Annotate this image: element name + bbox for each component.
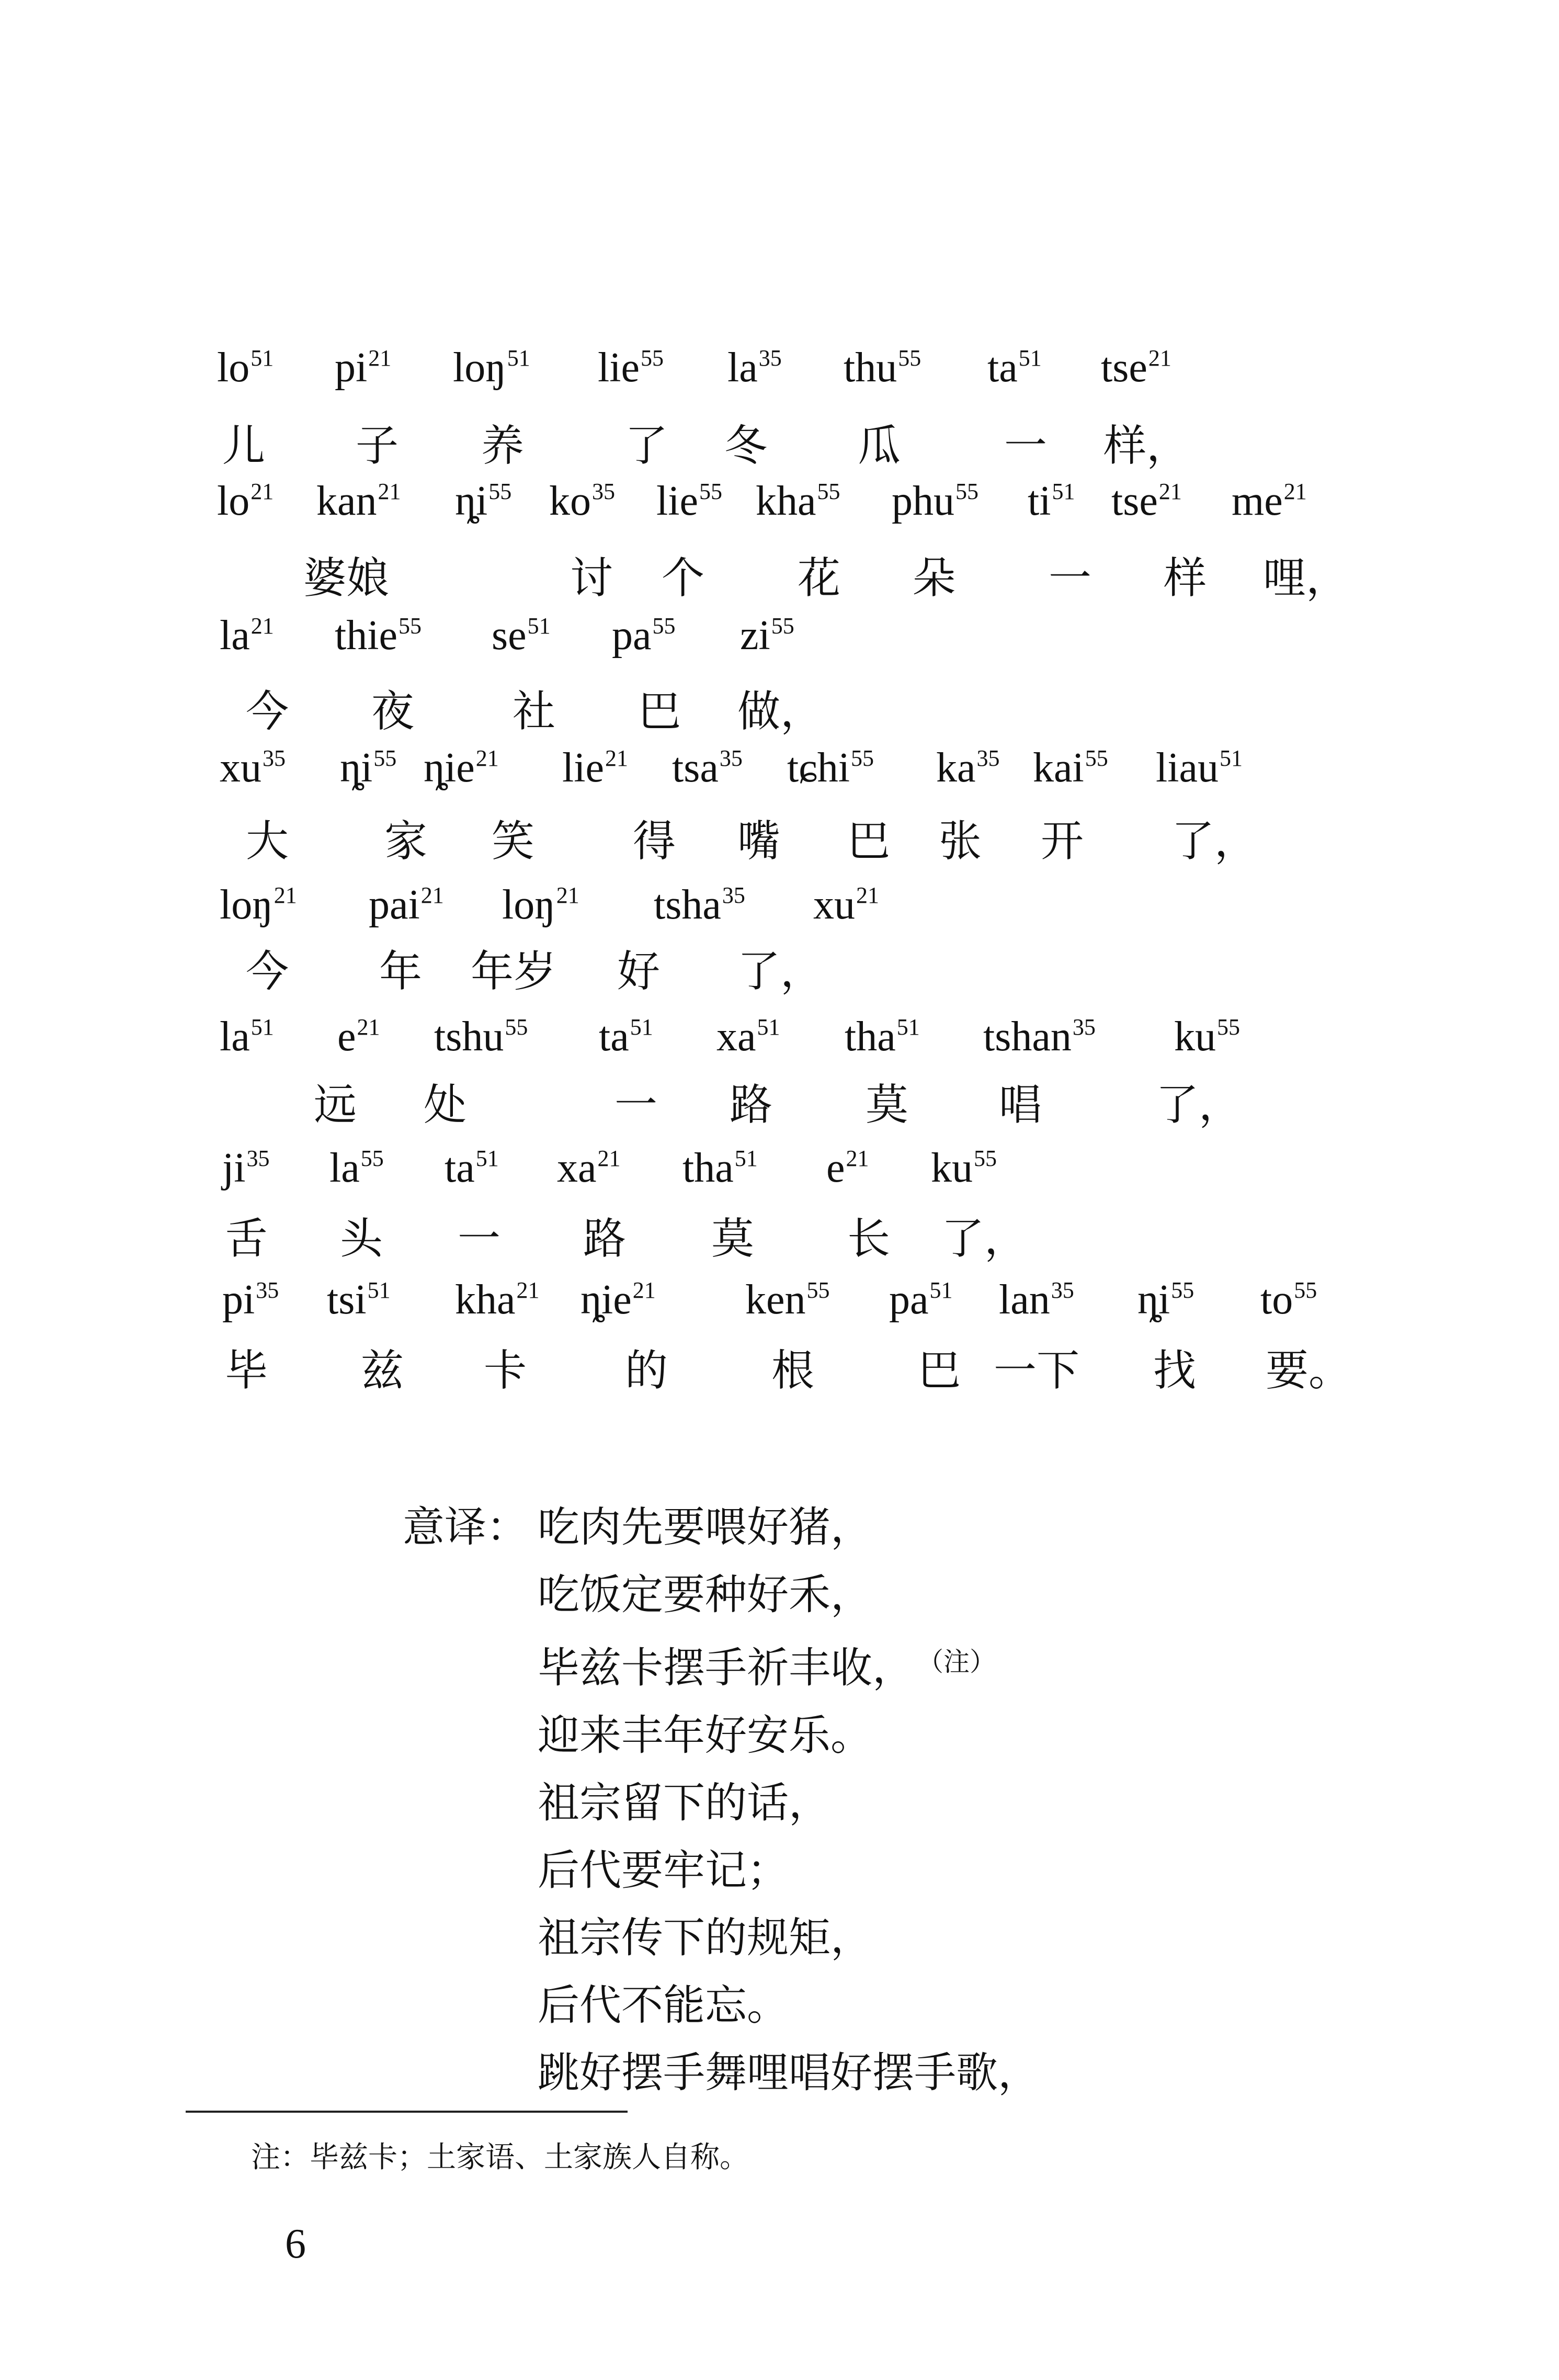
gloss-word: 做， <box>737 687 824 736</box>
syllable: kha$^{21}$ <box>455 1277 540 1323</box>
translation-line: 毕兹卡摆手祈丰收， $^{(注)}$ <box>538 1644 996 1692</box>
syllable: $zi^{55}$ <box>740 613 794 659</box>
footnote-rule <box>186 2111 628 2113</box>
gloss-line <box>0 817 1559 883</box>
tone-number: 55 <box>1294 1277 1317 1303</box>
tone-number: 21 <box>846 1146 869 1171</box>
syllable: ȵie$^{21}$ <box>424 745 499 791</box>
gloss-line <box>0 553 1559 620</box>
gloss-word: 样， <box>1103 421 1190 471</box>
tone-number: 21 <box>1283 479 1307 504</box>
tone-number: 51 <box>734 1146 758 1171</box>
gloss-word: 处 <box>424 1080 467 1130</box>
tone-number: 21 <box>368 345 392 371</box>
syllable: $pi^{21}$ <box>335 345 392 391</box>
tone-number: 35 <box>976 745 1000 771</box>
gloss-word: 夜 <box>371 687 415 736</box>
syllable: $pa^{55}$ <box>612 613 676 659</box>
syllable: $ji^{35}$ <box>222 1145 270 1191</box>
gloss-word: 一 <box>1004 421 1048 471</box>
syllable: $ta^{51}$ <box>445 1145 499 1191</box>
gloss-word: 讨 <box>570 553 613 603</box>
syllable: tse$^{21}$ <box>1111 478 1182 524</box>
syllable: $me^{21}$ <box>1232 478 1307 524</box>
tone-number: 51 <box>507 345 530 371</box>
syllable: $se^{51}$ <box>492 613 551 659</box>
footnote-ref: （注） <box>917 1647 996 1677</box>
gloss-word: 哩， <box>1263 553 1349 603</box>
gloss-word: 冬 <box>724 421 768 471</box>
tone-number: 55 <box>640 345 664 371</box>
translation-line: 迎来丰年好安乐。 <box>538 1711 872 1760</box>
syllable: liau$^{51}$ <box>1156 745 1243 791</box>
gloss-word: 巴 <box>918 1346 961 1396</box>
romanization-line <box>0 615 1559 677</box>
gloss-word: 了 <box>625 421 668 471</box>
syllable: $lo^{51}$ <box>217 345 274 391</box>
gloss-word: 朵 <box>913 553 956 603</box>
gloss-word: 长 <box>847 1214 891 1264</box>
romanization-line <box>0 884 1559 947</box>
syllable: loŋ$^{51}$ <box>453 345 530 391</box>
translation-label: 意译： <box>403 1503 528 1551</box>
tone-number: 55 <box>771 613 794 639</box>
tone-number: 55 <box>488 479 512 504</box>
syllable: $ta^{51}$ <box>599 1014 653 1060</box>
syllable: $la^{55}$ <box>329 1145 384 1191</box>
syllable: lie$^{55}$ <box>598 345 664 391</box>
tone-number: 55 <box>806 1277 830 1303</box>
tone-number: 21 <box>420 882 444 908</box>
gloss-word: 养 <box>481 421 525 471</box>
romanization-line <box>0 1279 1559 1342</box>
tone-number: 55 <box>699 479 722 504</box>
syllable: ken$^{55}$ <box>745 1277 830 1323</box>
tone-number: 21 <box>632 1277 656 1303</box>
syllable: $ȵi^{55}$ <box>455 478 512 524</box>
tone-number: 35 <box>719 745 743 771</box>
syllable: $ko^{35}$ <box>549 478 615 524</box>
tone-number: 21 <box>516 1277 540 1303</box>
gloss-line <box>0 687 1559 753</box>
tone-number: 21 <box>357 1014 380 1040</box>
syllable: tshu$^{55}$ <box>434 1014 528 1060</box>
translation-line: 祖宗传下的规矩， <box>538 1913 872 1962</box>
tone-number: 55 <box>898 345 921 371</box>
gloss-word: 毕 <box>225 1346 268 1396</box>
syllable: $xa^{21}$ <box>557 1145 621 1191</box>
translation-line: 后代要牢记； <box>538 1846 789 1895</box>
syllable: $ku^{55}$ <box>1174 1014 1240 1060</box>
syllable: tha$^{51}$ <box>682 1145 758 1191</box>
syllable: $la^{51}$ <box>220 1014 274 1060</box>
tone-number: 51 <box>896 1014 920 1040</box>
tone-number: 21 <box>1148 345 1171 371</box>
syllable: $lo^{21}$ <box>217 478 274 524</box>
tone-number: 35 <box>1051 1277 1074 1303</box>
gloss-word: 兹 <box>361 1346 404 1396</box>
tone-number: 55 <box>1217 1014 1240 1040</box>
tone-number: 21 <box>251 479 274 504</box>
syllable: lie$^{21}$ <box>562 745 628 791</box>
tone-number: 55 <box>398 613 422 639</box>
syllable: $ka^{35}$ <box>936 745 1000 791</box>
syllable: $pa^{51}$ <box>889 1277 953 1323</box>
romanization-line <box>0 1016 1559 1079</box>
translation-line: 吃饭定要种好禾， <box>538 1570 872 1619</box>
syllable: $ȵi^{55}$ <box>340 745 397 791</box>
syllable: ȵie$^{21}$ <box>581 1277 656 1323</box>
gloss-word: 社 <box>513 687 556 736</box>
syllable: $xa^{51}$ <box>716 1014 780 1060</box>
romanization-line <box>0 747 1559 810</box>
syllable: $e^{21}$ <box>826 1145 869 1191</box>
gloss-word: 得 <box>633 817 676 866</box>
gloss-line <box>0 1080 1559 1147</box>
syllable: $la^{35}$ <box>727 345 782 391</box>
gloss-word: 了， <box>941 1214 1028 1264</box>
tone-number: 21 <box>475 745 499 771</box>
syllable: $to^{55}$ <box>1260 1277 1317 1323</box>
tone-number: 55 <box>1085 745 1108 771</box>
tone-number: 51 <box>251 345 274 371</box>
gloss-word: 莫 <box>711 1214 755 1264</box>
tone-number: 35 <box>246 1146 270 1171</box>
gloss-word: 头 <box>340 1214 383 1264</box>
gloss-word: 莫 <box>866 1080 909 1130</box>
syllable: tse$^{21}$ <box>1101 345 1171 391</box>
syllable: tha$^{51}$ <box>845 1014 920 1060</box>
gloss-word: 一 <box>615 1080 658 1130</box>
tone-number: 51 <box>527 613 551 639</box>
gloss-line <box>0 1214 1559 1280</box>
gloss-line <box>0 947 1559 1013</box>
gloss-word: 婆娘 <box>303 553 390 603</box>
gloss-word: 今 <box>246 947 289 996</box>
syllable: phu$^{55}$ <box>892 478 978 524</box>
syllable: pai$^{21}$ <box>369 882 444 928</box>
page-number: 6 <box>285 2221 306 2267</box>
syllable: loŋ$^{21}$ <box>502 882 579 928</box>
syllable: $la^{21}$ <box>220 613 274 659</box>
syllable: loŋ$^{21}$ <box>220 882 297 928</box>
tone-number: 51 <box>475 1146 499 1171</box>
tone-number: 51 <box>929 1277 953 1303</box>
gloss-word: 笑 <box>492 817 535 866</box>
tone-number: 51 <box>1052 479 1075 504</box>
syllable: tsha$^{35}$ <box>654 882 745 928</box>
gloss-word: 样 <box>1164 553 1207 603</box>
gloss-word: 找 <box>1153 1346 1197 1396</box>
tone-number: 55 <box>955 479 978 504</box>
tone-number: 51 <box>1018 345 1042 371</box>
tone-number: 55 <box>974 1146 997 1171</box>
tone-number: 55 <box>1171 1277 1194 1303</box>
tone-number: 21 <box>251 613 274 639</box>
tone-number: 21 <box>1158 479 1182 504</box>
gloss-word: 了， <box>1171 817 1258 866</box>
tone-number: 51 <box>251 1014 274 1040</box>
syllable: $ta^{51}$ <box>987 345 1042 391</box>
tone-number: 55 <box>817 479 840 504</box>
syllable: tsa$^{35}$ <box>672 745 743 791</box>
gloss-word: 个 <box>662 553 705 603</box>
gloss-word: 子 <box>356 421 399 471</box>
romanization-line <box>0 480 1559 543</box>
tone-number: 55 <box>652 613 676 639</box>
gloss-word: 瓜 <box>858 421 901 471</box>
gloss-word: 大 <box>246 817 289 866</box>
tone-number: 21 <box>597 1146 621 1171</box>
syllable: tɕhi$^{55}$ <box>787 745 874 791</box>
tone-number: 35 <box>758 345 782 371</box>
gloss-word: 的 <box>625 1346 668 1396</box>
syllable: $e^{21}$ <box>337 1014 380 1060</box>
tone-number: 21 <box>378 479 401 504</box>
gloss-word: 年 <box>379 947 423 996</box>
gloss-word: 张 <box>939 817 982 866</box>
syllable: kha$^{55}$ <box>756 478 840 524</box>
tone-number: 21 <box>556 882 579 908</box>
tone-number: 21 <box>274 882 297 908</box>
syllable: $ȵi^{55}$ <box>1137 1277 1194 1323</box>
tone-number: 51 <box>367 1277 391 1303</box>
tone-number: 51 <box>757 1014 780 1040</box>
gloss-word: 根 <box>771 1346 815 1396</box>
romanization-line <box>0 1147 1559 1210</box>
gloss-word: 巴 <box>638 687 681 736</box>
gloss-word: 要。 <box>1266 1346 1352 1396</box>
tone-number: 35 <box>263 745 286 771</box>
gloss-line <box>0 1346 1559 1412</box>
gloss-word: 开 <box>1041 817 1084 866</box>
gloss-word: 一下 <box>994 1346 1080 1396</box>
translation-line: 祖宗留下的话， <box>538 1778 830 1827</box>
tone-number: 51 <box>1219 745 1243 771</box>
gloss-word: 儿 <box>222 421 266 471</box>
syllable: $ku^{55}$ <box>931 1145 997 1191</box>
gloss-word: 今 <box>246 687 289 736</box>
gloss-word: 舌 <box>225 1214 268 1264</box>
tone-number: 21 <box>856 882 879 908</box>
gloss-word: 了， <box>1156 1080 1242 1130</box>
syllable: tsi$^{51}$ <box>327 1277 391 1323</box>
tone-number: 21 <box>605 745 628 771</box>
syllable: $xu^{21}$ <box>813 882 879 928</box>
tone-number: 55 <box>850 745 874 771</box>
translation-line: 后代不能忘。 <box>538 1981 789 2030</box>
gloss-word: 家 <box>384 817 428 866</box>
syllable: kai$^{55}$ <box>1033 745 1108 791</box>
gloss-word: 一 <box>458 1214 501 1264</box>
syllable: tshan$^{35}$ <box>983 1014 1096 1060</box>
translation-line: 意译： 吃肉先要喂好猪， <box>403 1493 1040 1561</box>
syllable: kan$^{21}$ <box>316 478 401 524</box>
tone-number: 35 <box>1072 1014 1096 1040</box>
gloss-word: 路 <box>583 1214 627 1264</box>
syllable: lie$^{55}$ <box>656 478 722 524</box>
tone-number: 55 <box>505 1014 528 1040</box>
syllable: thu$^{55}$ <box>844 345 921 391</box>
tone-number: 55 <box>360 1146 384 1171</box>
tone-number: 55 <box>373 745 397 771</box>
romanization-line <box>0 347 1559 410</box>
translation-line: 跳好摆手舞哩唱好摆手歌， <box>538 2048 1040 2097</box>
gloss-word: 花 <box>798 553 841 603</box>
gloss-word: 巴 <box>847 817 891 866</box>
gloss-word: 好 <box>617 947 661 996</box>
gloss-word: 年岁 <box>471 947 557 996</box>
gloss-word: 路 <box>730 1080 773 1130</box>
tone-number: 35 <box>256 1277 279 1303</box>
syllable: $ti^{51}$ <box>1028 478 1075 524</box>
gloss-word: 了， <box>737 947 824 996</box>
syllable: lan$^{35}$ <box>999 1277 1074 1323</box>
tone-number: 35 <box>592 479 615 504</box>
gloss-word: 一 <box>1049 553 1092 603</box>
footnote: 注：毕兹卡；土家语、土家族人自称。 <box>251 2140 749 2174</box>
gloss-word: 唱 <box>999 1080 1042 1130</box>
gloss-word: 远 <box>314 1080 357 1130</box>
gloss-word: 卡 <box>484 1346 527 1396</box>
tone-number: 35 <box>722 882 745 908</box>
syllable: $pi^{35}$ <box>222 1277 279 1323</box>
gloss-word: 嘴 <box>737 817 781 866</box>
syllable: $xu^{35}$ <box>220 745 286 791</box>
tone-number: 51 <box>630 1014 653 1040</box>
free-translation <box>403 1493 1040 2106</box>
syllable: thie$^{55}$ <box>335 613 422 659</box>
